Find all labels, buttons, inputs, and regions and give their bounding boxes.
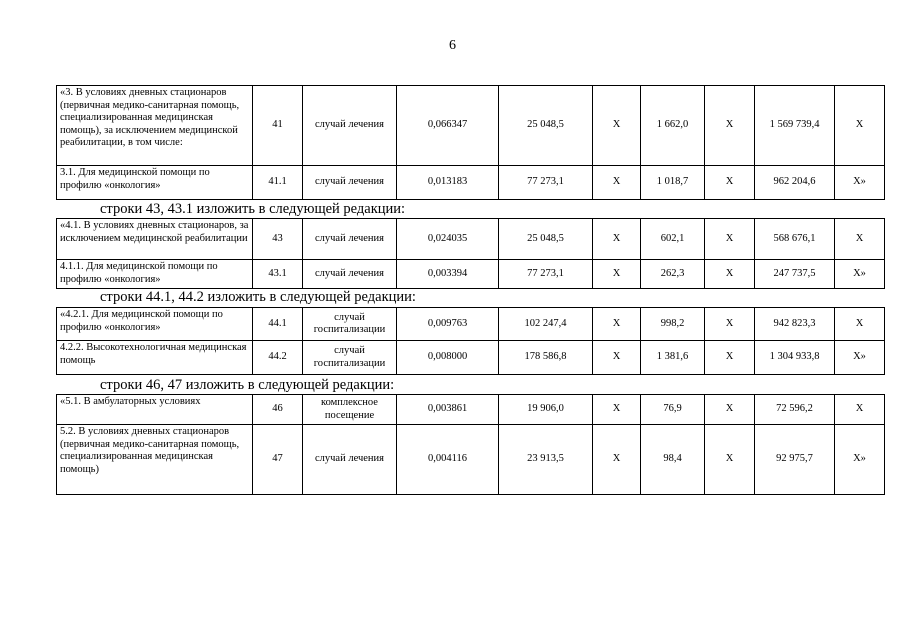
row-name: «5.1. В амбулаторных условиях [57, 395, 253, 425]
row-value-3: 998,2 [641, 308, 705, 341]
row-x-1: Х [593, 166, 641, 200]
row-value-1: 0,066347 [397, 86, 499, 166]
row-x-2: Х [705, 166, 755, 200]
row-x-3: Х [835, 395, 885, 425]
row-value-4: 1 304 933,8 [755, 341, 835, 375]
row-value-4: 568 676,1 [755, 219, 835, 260]
row-x-1: Х [593, 425, 641, 495]
row-x-2: Х [705, 260, 755, 289]
row-value-2: 23 913,5 [499, 425, 593, 495]
section-heading: строки 43, 43.1 изложить в следующей редакции: [100, 201, 406, 217]
row-value-3: 76,9 [641, 395, 705, 425]
section-heading: строки 44.1, 44.2 изложить в следующей редакции: [100, 289, 416, 305]
row-value-4: 72 596,2 [755, 395, 835, 425]
row-value-1: 0,004116 [397, 425, 499, 495]
row-value-2: 25 048,5 [499, 86, 593, 166]
row-unit: случай госпитализации [303, 341, 397, 375]
row-name: «4.1. В условиях дневных стационаров, за исключением медицинской реабилитации [57, 219, 253, 260]
table-section-3 [56, 307, 885, 375]
row-value-1: 0,003394 [397, 260, 499, 289]
table-row [57, 395, 885, 425]
row-code: 46 [253, 395, 303, 425]
table-row [57, 219, 885, 260]
row-x-3: Х» [835, 425, 885, 495]
row-x-3: Х [835, 86, 885, 166]
row-x-3: Х» [835, 341, 885, 375]
row-value-3: 1 662,0 [641, 86, 705, 166]
row-x-2: Х [705, 425, 755, 495]
row-value-2: 102 247,4 [499, 308, 593, 341]
row-value-1: 0,003861 [397, 395, 499, 425]
row-value-3: 1 381,6 [641, 341, 705, 375]
row-code: 44.1 [253, 308, 303, 341]
row-x-1: Х [593, 308, 641, 341]
row-x-2: Х [705, 341, 755, 375]
row-value-1: 0,013183 [397, 166, 499, 200]
table-row [57, 166, 885, 200]
row-value-2: 77 273,1 [499, 166, 593, 200]
section-heading: строки 46, 47 изложить в следующей редакции: [100, 377, 395, 393]
row-x-1: Х [593, 395, 641, 425]
row-x-3: Х» [835, 260, 885, 289]
row-value-3: 262,3 [641, 260, 705, 289]
table-row [57, 308, 885, 341]
row-x-1: Х [593, 260, 641, 289]
row-name: 4.1.1. Для медицинской помощи по профилю «онкология» [57, 260, 253, 289]
row-x-2: Х [705, 308, 755, 341]
table-row [57, 86, 885, 166]
row-value-1: 0,008000 [397, 341, 499, 375]
row-value-3: 602,1 [641, 219, 705, 260]
row-value-4: 247 737,5 [755, 260, 835, 289]
row-name: 5.2. В условиях дневных стационаров (первичная медико-санитарная помощь, специализированная медицинская помощь) [57, 425, 253, 495]
row-code: 44.2 [253, 341, 303, 375]
row-x-3: Х» [835, 166, 885, 200]
row-unit: случай госпитализации [303, 308, 397, 341]
page-number: 6 [449, 38, 456, 53]
row-name: «3. В условиях дневных стационаров (первичная медико-санитарная помощь, специализированная медицинская помощь), за исключением медицинской реабилитации, в том числе: [57, 86, 253, 166]
row-x-1: Х [593, 341, 641, 375]
row-name: 3.1. Для медицинской помощи по профилю «онкология» [57, 166, 253, 200]
row-x-3: Х [835, 308, 885, 341]
row-code: 43.1 [253, 260, 303, 289]
row-code: 43 [253, 219, 303, 260]
row-code: 41.1 [253, 166, 303, 200]
row-x-3: Х [835, 219, 885, 260]
row-value-4: 92 975,7 [755, 425, 835, 495]
row-value-2: 178 586,8 [499, 341, 593, 375]
row-value-4: 962 204,6 [755, 166, 835, 200]
row-x-1: Х [593, 219, 641, 260]
row-unit: случай лечения [303, 86, 397, 166]
table-row [57, 425, 885, 495]
row-value-4: 1 569 739,4 [755, 86, 835, 166]
row-value-2: 77 273,1 [499, 260, 593, 289]
table-section-2 [56, 218, 885, 289]
row-value-1: 0,009763 [397, 308, 499, 341]
row-unit: случай лечения [303, 260, 397, 289]
row-value-2: 25 048,5 [499, 219, 593, 260]
row-name: 4.2.2. Высокотехнологичная медицинская помощь [57, 341, 253, 375]
row-value-3: 1 018,7 [641, 166, 705, 200]
row-unit: случай лечения [303, 219, 397, 260]
row-value-3: 98,4 [641, 425, 705, 495]
row-unit: случай лечения [303, 166, 397, 200]
row-code: 47 [253, 425, 303, 495]
row-x-2: Х [705, 395, 755, 425]
table-row [57, 341, 885, 375]
table-section-4 [56, 394, 885, 495]
table-section-1 [56, 85, 885, 200]
row-unit: комплексное посещение [303, 395, 397, 425]
table-row [57, 260, 885, 289]
row-x-2: Х [705, 86, 755, 166]
row-value-4: 942 823,3 [755, 308, 835, 341]
row-value-1: 0,024035 [397, 219, 499, 260]
row-x-1: Х [593, 86, 641, 166]
row-code: 41 [253, 86, 303, 166]
row-unit: случай лечения [303, 425, 397, 495]
row-value-2: 19 906,0 [499, 395, 593, 425]
row-x-2: Х [705, 219, 755, 260]
row-name: «4.2.1. Для медицинской помощи по профилю «онкология» [57, 308, 253, 341]
